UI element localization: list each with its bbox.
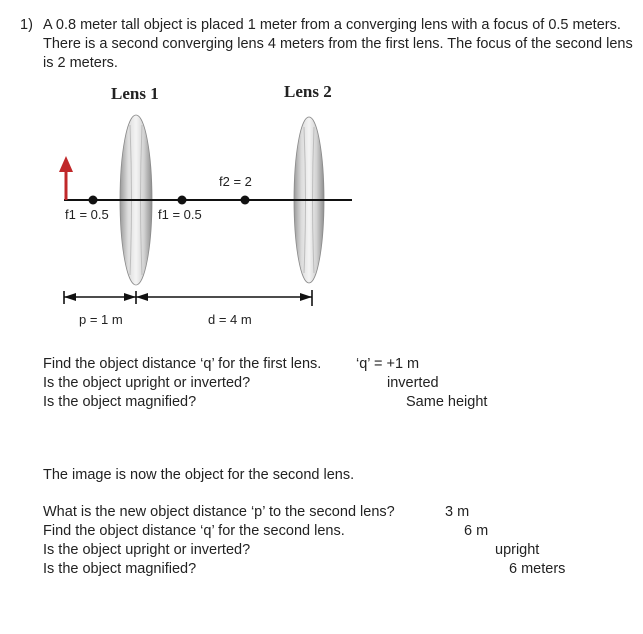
part2-question-2: Find the object distance ‘q’ for the second lens. <box>43 523 345 539</box>
part2-question-1: What is the new object distance ‘p’ to the second lens? <box>43 504 395 520</box>
lens1-label: Lens 1 <box>111 84 159 103</box>
focal-point-f1-right <box>178 196 187 205</box>
part2-question-3: Is the object upright or inverted? <box>43 542 251 558</box>
part1-question-3: Is the object magnified? <box>43 394 197 410</box>
distance-p-marker <box>64 291 136 304</box>
part2-answer-2: 6 m <box>464 523 489 539</box>
problem-number: 1) <box>20 17 33 33</box>
problem-text: A 0.8 meter tall object is placed 1 meter from a converging lens with a focus of 0.5 meters. There is a second converging lens 4 meters from the first lens. The focus of the second lens is 2 meters. <box>43 17 633 71</box>
focal-point-f1-left <box>89 196 98 205</box>
transition-text: The image is now the object for the second lens. <box>43 467 355 483</box>
part1-question-1: Find the object distance ‘q’ for the first lens. <box>43 356 322 372</box>
part2-question-4: Is the object magnified? <box>43 561 197 577</box>
part1-answer-1: ‘q’ = +1 m <box>356 356 420 372</box>
object-arrow <box>59 156 73 200</box>
part2-answer-1: 3 m <box>445 504 470 520</box>
part1-answer-2: inverted <box>387 375 439 391</box>
d-label: d = 4 m <box>208 312 252 327</box>
p-label: p = 1 m <box>79 312 123 327</box>
f1-right-label: f1 = 0.5 <box>158 207 202 222</box>
f2-label: f2 = 2 <box>219 174 252 189</box>
focal-point-f2 <box>241 196 250 205</box>
part1-question-2: Is the object upright or inverted? <box>43 375 251 391</box>
lens2-label: Lens 2 <box>284 82 332 101</box>
part2-answer-3: upright <box>495 542 540 558</box>
distance-d-marker <box>136 290 312 306</box>
part1-answer-3: Same height <box>406 394 488 410</box>
f1-left-label: f1 = 0.5 <box>65 207 109 222</box>
part2-answer-4: 6 meters <box>509 561 566 577</box>
